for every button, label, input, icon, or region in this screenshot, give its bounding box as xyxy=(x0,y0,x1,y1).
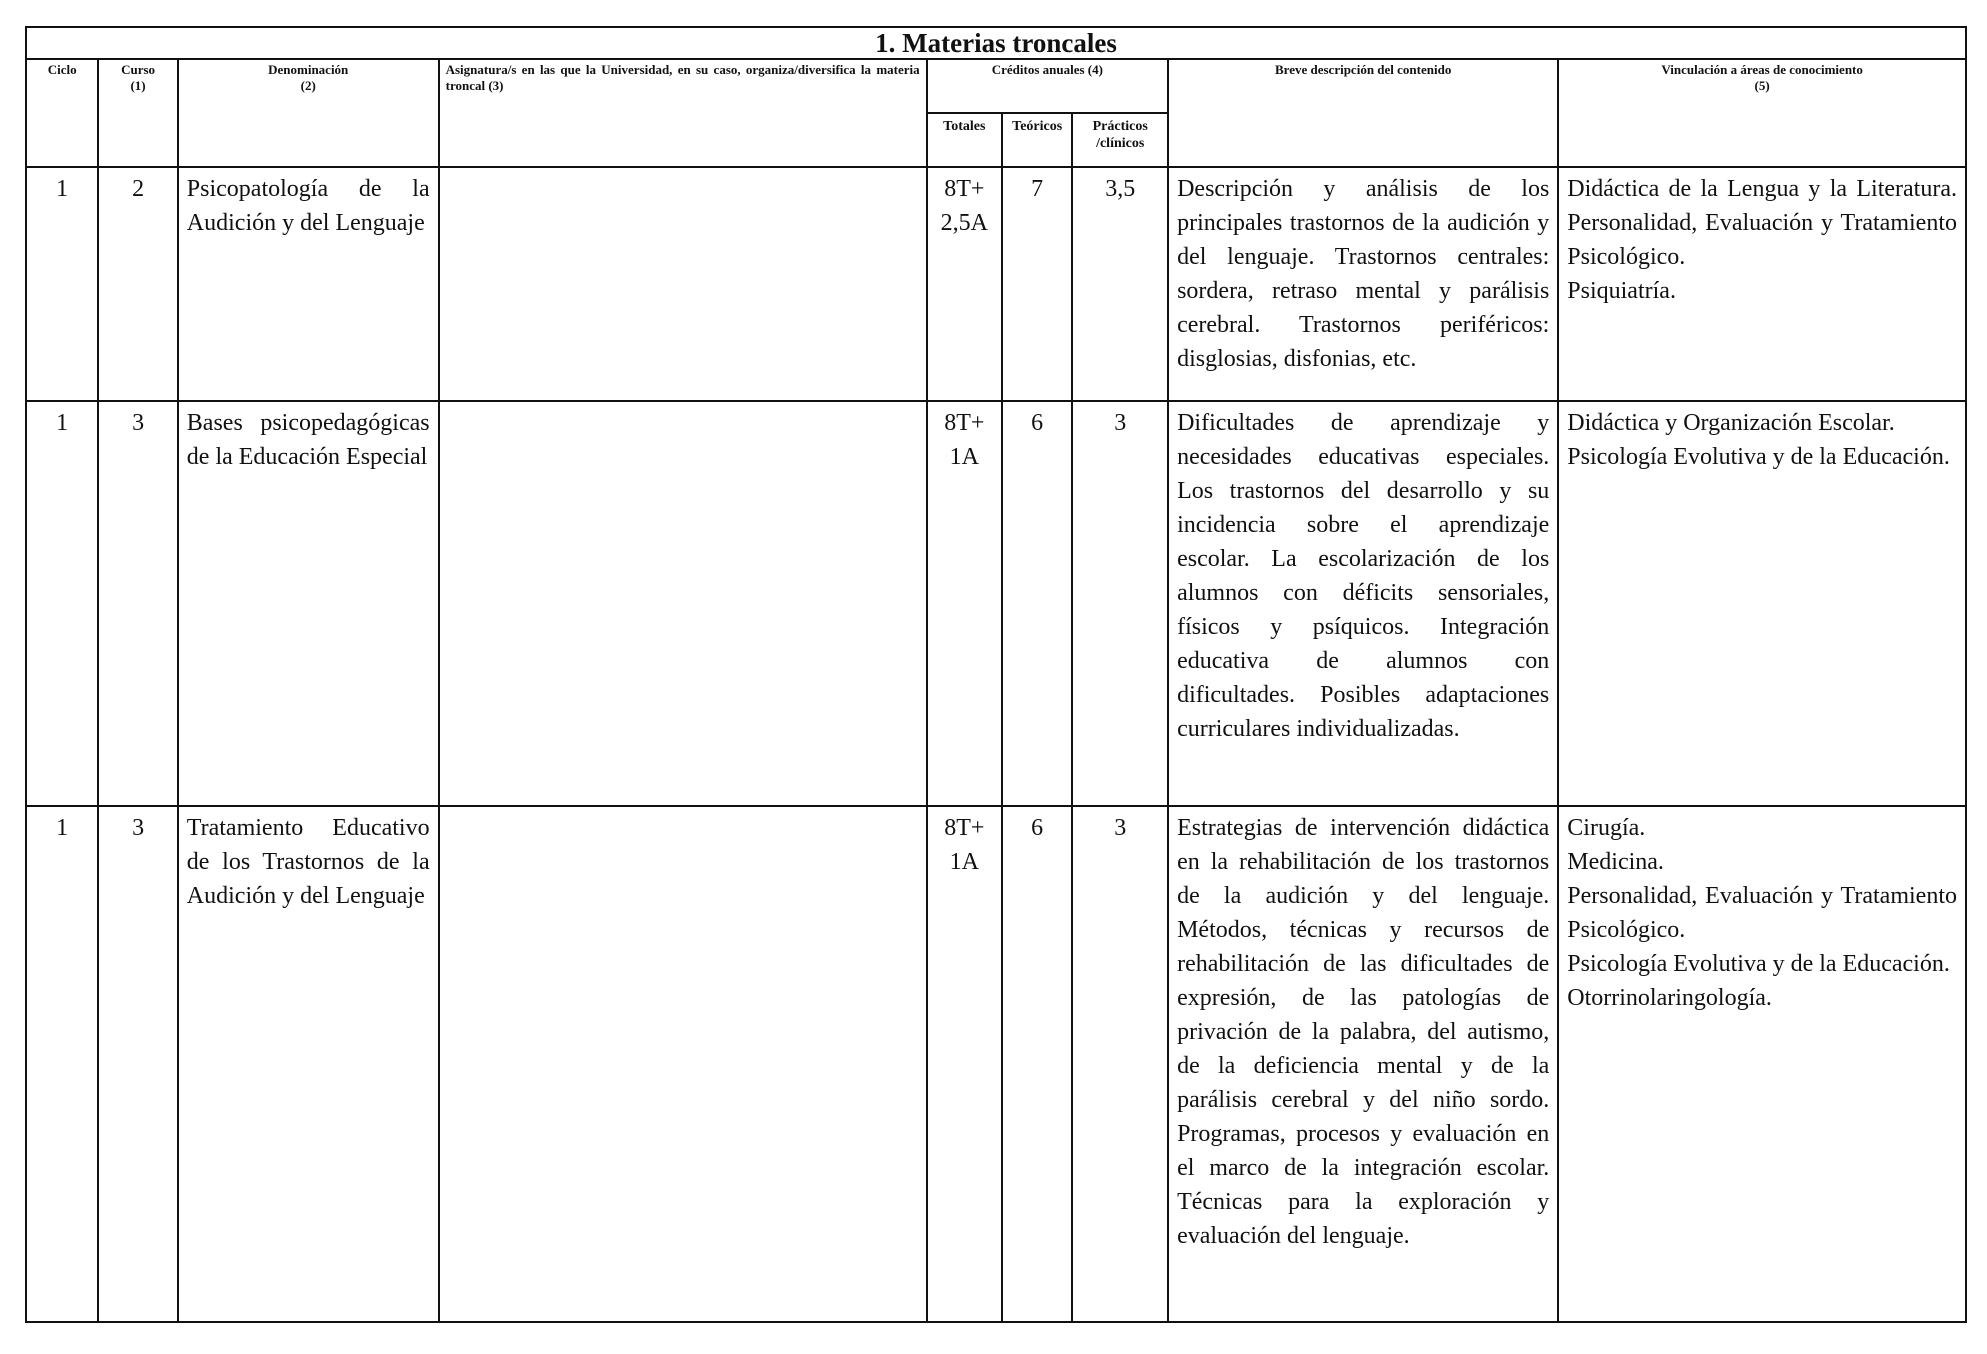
area-item: Psicología Evolutiva y de la Educación. xyxy=(1567,444,1950,470)
header-totales: Totales xyxy=(927,113,1002,167)
cell-teoricos: 7 xyxy=(1002,167,1072,401)
header-ciclo xyxy=(26,59,98,167)
table-row xyxy=(26,401,1966,806)
cell-areas xyxy=(1558,806,1966,1322)
cell-totales xyxy=(927,806,1002,1322)
header-practicos-label: Prácticos xyxy=(1092,119,1148,134)
cell-teoricos: 6 xyxy=(1002,806,1072,1322)
cell-asignaturas xyxy=(439,167,927,401)
area-item: Otorrinolaringología. xyxy=(1567,985,1772,1011)
cell-curso: 2 xyxy=(98,167,177,401)
area-item: Psiquiatría. xyxy=(1567,278,1676,304)
cell-totales-line2: 1A xyxy=(949,849,979,875)
cell-asignaturas xyxy=(439,401,927,806)
header-curso xyxy=(98,59,177,167)
cell-denominacion: Psicopatología de la Audición y del Lenguaje xyxy=(178,167,439,401)
cell-practicos: 3 xyxy=(1072,806,1168,1322)
cell-ciclo: 1 xyxy=(26,806,98,1322)
cell-totales-line1: 8T+ xyxy=(944,176,985,202)
cell-totales-line1: 8T+ xyxy=(944,410,985,436)
header-ciclo-label: Ciclo xyxy=(47,62,77,77)
table-row xyxy=(26,806,1966,1322)
cell-totales xyxy=(927,401,1002,806)
title-row xyxy=(26,27,1966,59)
cell-totales-line2: 2,5A xyxy=(940,210,988,236)
cell-ciclo: 1 xyxy=(26,167,98,401)
header-denominacion xyxy=(178,59,439,167)
area-item: Didáctica y Organización Escolar. xyxy=(1567,410,1895,436)
header-practicos xyxy=(1072,113,1168,167)
cell-curso: 3 xyxy=(98,806,177,1322)
cell-curso: 3 xyxy=(98,401,177,806)
cell-totales-line2: 1A xyxy=(949,444,979,470)
header-descripcion: Breve descripción del contenido xyxy=(1168,59,1558,167)
cell-areas xyxy=(1558,167,1966,401)
header-curso-note: (1) xyxy=(130,78,146,93)
area-item: Personalidad, Evaluación y Tratamiento Psicológico. xyxy=(1567,210,1957,270)
cell-descripcion: Estrategias de intervención didáctica en la rehabilitación de los trastornos de la audición y del lenguaje. Métodos, técnicas y recursos de rehabilitación de las dificultades de expresión, de las patologías de privación de la palabra, del autismo, de la deficiencia mental y de la parálisis cerebral y del niño sordo. Programas, procesos y evaluación en el marco de la integración escolar. Técnicas para la exploración y evaluación del lenguaje. xyxy=(1168,806,1558,1322)
cell-areas xyxy=(1558,401,1966,806)
header-creditos: Créditos anuales (4) xyxy=(927,59,1168,113)
cell-descripcion: Dificultades de aprendizaje y necesidades educativas especiales. Los trastornos del desarrollo y su incidencia sobre el aprendizaje escolar. La escolarización de los alumnos con déficits sensoriales, físicos y psíquicos. Integración educativa de alumnos con dificultades. Posibles adaptaciones curriculares individualizadas. xyxy=(1168,401,1558,806)
header-asignaturas: Asignatura/s en las que la Universidad, en su caso, organiza/diversifica la materia troncal (3) xyxy=(439,59,927,167)
cell-practicos: 3,5 xyxy=(1072,167,1168,401)
materias-troncales-table xyxy=(25,26,1967,1323)
header-curso-label: Curso xyxy=(121,62,156,77)
table-title: 1. Materias troncales xyxy=(26,27,1966,59)
cell-denominacion: Bases psicopedagógicas de la Educación Especial xyxy=(178,401,439,806)
area-item: Medicina. xyxy=(1567,849,1664,875)
cell-practicos: 3 xyxy=(1072,401,1168,806)
header-vinculacion: Vinculación a áreas de conocimiento (5) xyxy=(1558,59,1966,167)
area-item: Cirugía. xyxy=(1567,815,1646,841)
cell-asignaturas xyxy=(439,806,927,1322)
cell-descripcion: Descripción y análisis de los principales trastornos de la audición y del lenguaje. Trastornos centrales: sordera, retraso mental y parálisis cerebral. Trastornos periféricos: disglosias, disfonias, etc. xyxy=(1168,167,1558,401)
area-item: Psicología Evolutiva y de la Educación. xyxy=(1567,951,1950,977)
table-row xyxy=(26,167,1966,401)
cell-ciclo: 1 xyxy=(26,401,98,806)
header-practicos-note: /clínicos xyxy=(1096,136,1145,151)
cell-totales-line1: 8T+ xyxy=(944,815,985,841)
cell-totales xyxy=(927,167,1002,401)
header-denominacion-note: (2) xyxy=(300,78,316,93)
header-row xyxy=(26,59,1966,113)
area-item: Didáctica de la Lengua y la Literatura. xyxy=(1567,176,1957,202)
header-denominacion-label: Denominación xyxy=(268,62,349,77)
cell-teoricos: 6 xyxy=(1002,401,1072,806)
area-item: Personalidad, Evaluación y Tratamiento Psicológico. xyxy=(1567,883,1957,943)
cell-denominacion: Tratamiento Educativo de los Trastornos de la Audición y del Lenguaje xyxy=(178,806,439,1322)
header-teoricos: Teóricos xyxy=(1002,113,1072,167)
